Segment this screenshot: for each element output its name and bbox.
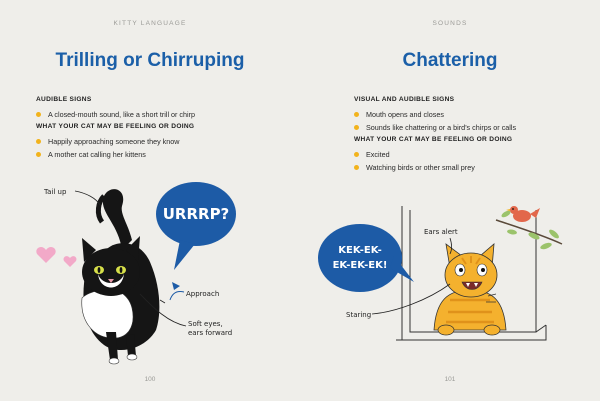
- list-item: A closed-mouth sound, like a short trill or chirp: [36, 108, 286, 121]
- callout-staring: Staring: [346, 311, 372, 319]
- list-item: Sounds like chattering or a bird’s chirps or calls: [354, 121, 600, 134]
- callout-tail: Tail up: [44, 188, 67, 196]
- list-item: Watching birds or other small prey: [354, 161, 600, 174]
- heart-icon: [36, 247, 55, 263]
- heart-icon: [64, 256, 77, 267]
- list-item: Excited: [354, 148, 600, 161]
- section-label: WHAT YOUR CAT MAY BE FEELING OR DOING: [36, 123, 195, 130]
- running-head: KITTY LANGUAGE: [113, 20, 187, 27]
- page-title: Chattering: [402, 50, 498, 71]
- section-label: VISUAL AND AUDIBLE SIGNS: [354, 96, 455, 103]
- page-number: 101: [444, 376, 456, 383]
- page-title: Trilling or Chirruping: [55, 50, 245, 71]
- section-label: AUDIBLE SIGNS: [36, 96, 92, 103]
- bird-icon: [506, 206, 540, 222]
- list-item: A mother cat calling her kittens: [36, 148, 286, 161]
- callout-ears-alert: Ears alert: [424, 228, 458, 236]
- section-label: WHAT YOUR CAT MAY BE FEELING OR DOING: [354, 136, 513, 143]
- callout-eyes-ears: Soft eyes, ears forward: [188, 320, 233, 337]
- right-page: [300, 0, 600, 401]
- page-number: 100: [144, 376, 156, 383]
- running-head: SOUNDS: [432, 20, 468, 27]
- chattering-cat-illustration: [300, 0, 600, 401]
- speech-bubble-text: URRRP?: [162, 205, 230, 223]
- list-item: Happily approaching someone they know: [36, 135, 286, 148]
- callout-approach: Approach: [186, 290, 220, 298]
- speech-bubble-text: KEK-EK- EK-EK-EK!: [332, 245, 388, 271]
- list-item: Mouth opens and closes: [354, 108, 600, 121]
